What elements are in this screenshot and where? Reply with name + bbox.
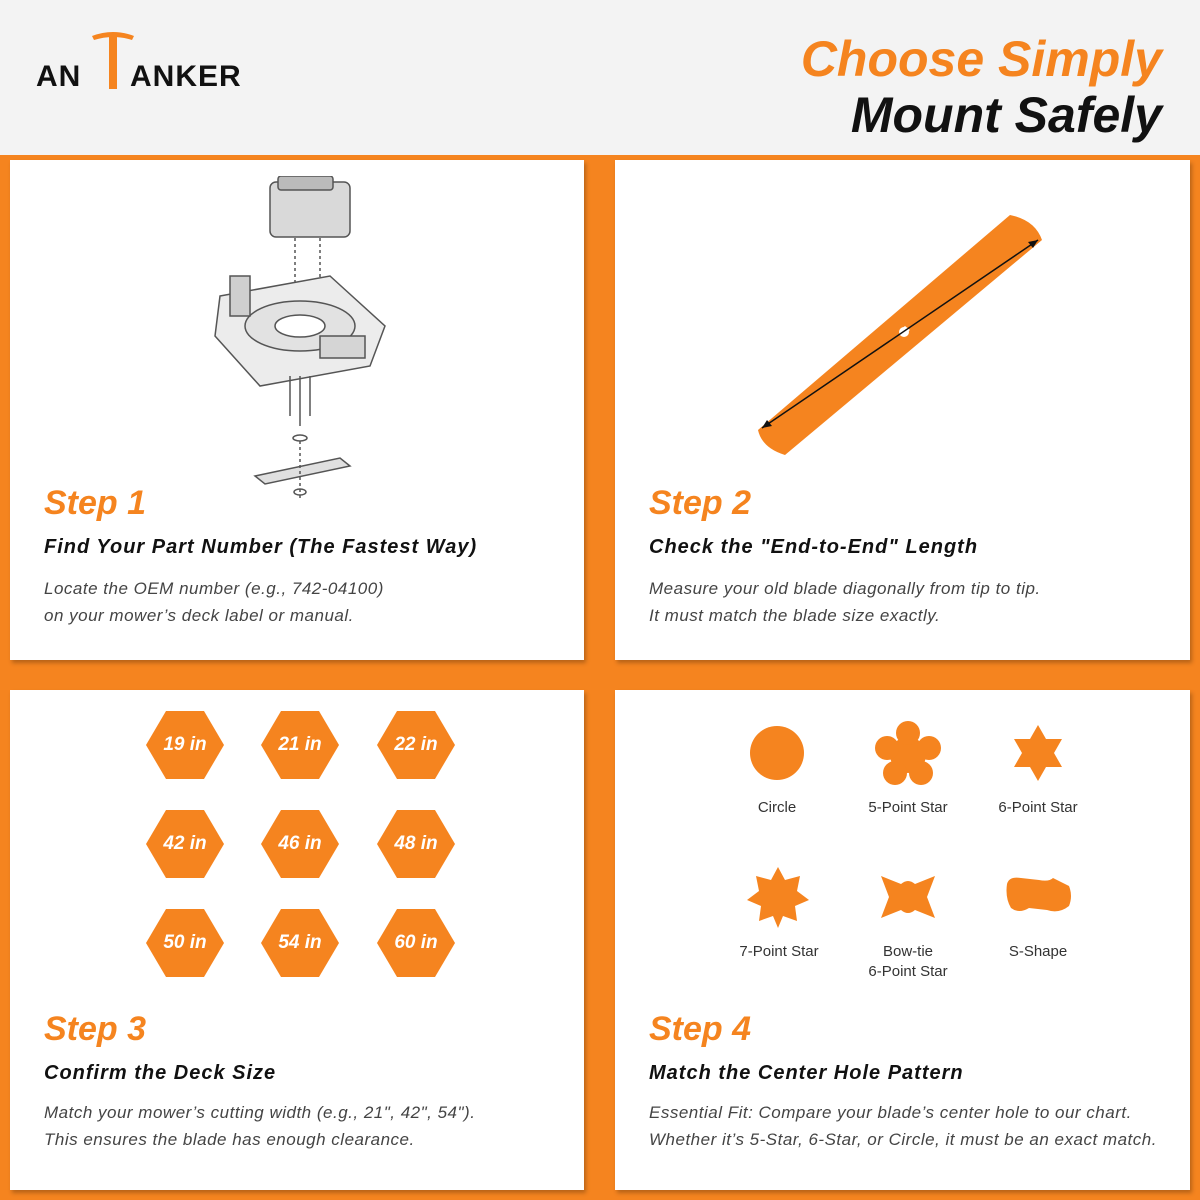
step-card-3 xyxy=(10,690,584,1190)
deck-size-badge: 19 in xyxy=(146,711,224,779)
step-3-desc-line2: This ensures the blade has enough clearance. xyxy=(44,1130,415,1149)
bowtie-star-icon xyxy=(873,862,943,932)
step-card-2 xyxy=(615,160,1190,660)
deck-size-badge: 42 in xyxy=(146,810,224,878)
five-point-star-icon xyxy=(873,718,943,788)
step-4-desc-line2: Whether it’s 5-Star, 6-Star, or Circle, it must be an exact match. xyxy=(649,1130,1157,1149)
step-2-desc-line2: It must match the blade size exactly. xyxy=(649,606,941,625)
hole-label-bowtie-sub: 6-Point Star xyxy=(868,963,948,980)
brand-logo[interactable] xyxy=(36,30,266,100)
hole-label-bowtie: Bow-tie xyxy=(882,943,934,960)
lawn-mower-exploded-diagram xyxy=(200,176,400,506)
step-3-heading: Step 3 xyxy=(44,1010,147,1048)
hole-label-circle: Circle xyxy=(757,799,797,816)
step-3-title: Confirm the Deck Size xyxy=(44,1062,277,1084)
tagline-primary: Choose Simply xyxy=(800,31,1162,87)
step-1-desc-line2: on your mower’s deck label or manual. xyxy=(44,606,354,625)
step-card-1 xyxy=(10,160,584,660)
logo-text-left: AN xyxy=(36,60,82,93)
deck-size-badge: 22 in xyxy=(377,711,455,779)
six-point-star-icon xyxy=(1003,718,1073,788)
step-1-title: Find Your Part Number (The Fastest Way) xyxy=(44,536,478,558)
deck-size-badge: 21 in xyxy=(261,711,339,779)
step-2-title: Check the "End-to-End" Length xyxy=(649,536,979,558)
deck-size-badge: 48 in xyxy=(377,810,455,878)
header xyxy=(0,0,1200,155)
step-2-desc-line1: Measure your old blade diagonally from tip to tip. xyxy=(649,579,1041,598)
hole-label-s-shape: S-Shape xyxy=(1008,943,1068,960)
seven-point-star-icon xyxy=(743,862,813,932)
hole-label-6-point: 6-Point Star xyxy=(998,799,1078,816)
step-card-4 xyxy=(615,690,1190,1190)
deck-size-badge: 46 in xyxy=(261,810,339,878)
blade-length-diagram xyxy=(750,210,1070,470)
hole-label-5-point: 5-Point Star xyxy=(868,799,948,816)
step-4-desc-line1: Essential Fit: Compare your blade’s center hole to our chart. xyxy=(649,1103,1132,1122)
hole-label-7-point: 7-Point Star xyxy=(739,943,819,960)
step-4-title: Match the Center Hole Pattern xyxy=(649,1062,964,1084)
step-3-desc-line1: Match your mower’s cutting width (e.g., 21", 42", 54"). xyxy=(44,1103,476,1122)
circle-icon xyxy=(742,718,812,788)
step-4-heading: Step 4 xyxy=(649,1010,752,1048)
deck-size-badge: 54 in xyxy=(261,909,339,977)
step-2-heading: Step 2 xyxy=(649,484,752,522)
step-1-desc-line1: Locate the OEM number (e.g., 742-04100) xyxy=(44,579,384,598)
deck-size-badge: 60 in xyxy=(377,909,455,977)
step-1-heading: Step 1 xyxy=(44,484,147,522)
tagline-secondary: Mount Safely xyxy=(850,87,1162,143)
s-shape-icon xyxy=(1003,862,1073,932)
logo-text-right: ANKER xyxy=(130,60,242,93)
deck-size-badge: 50 in xyxy=(146,909,224,977)
